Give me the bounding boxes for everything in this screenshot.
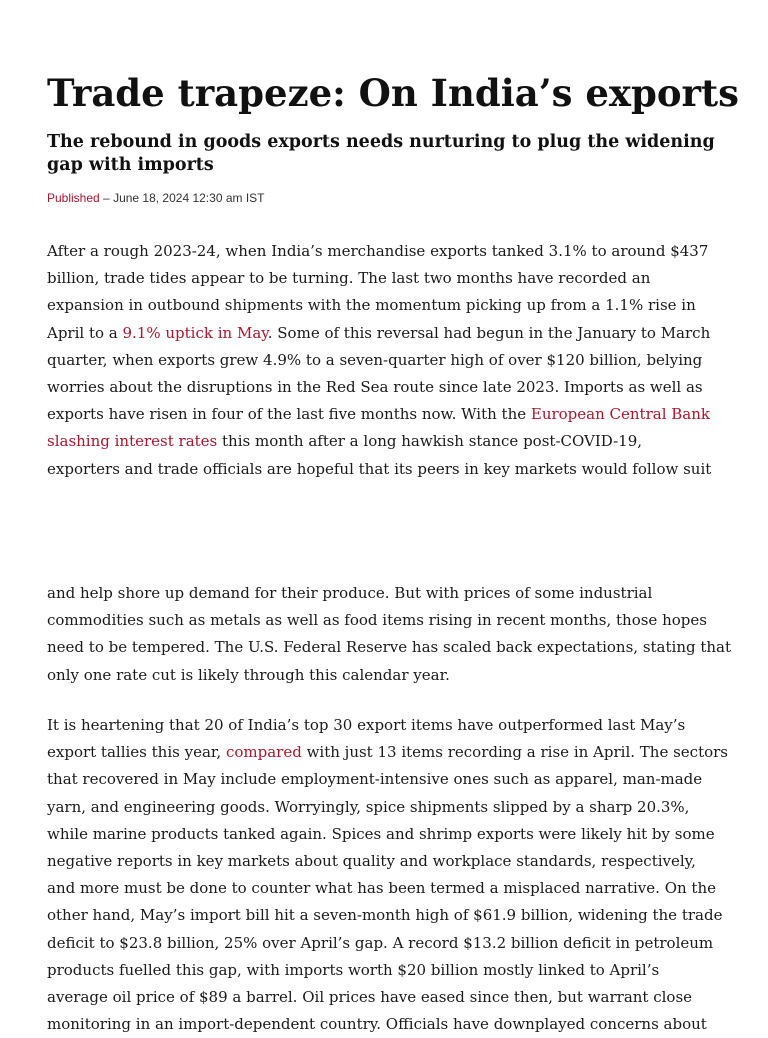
paragraph-line: other hand, May’s import bill hit a seven-month high of $61.9 billion, widening the trade	[47, 906, 723, 925]
paragraph-line: and more must be done to counter what has been termed a misplaced narrative. On the	[47, 879, 716, 898]
paragraph-line: negative reports in key markets about quality and workplace standards, respectively,	[47, 852, 696, 871]
paragraph-line: export tallies this year, compared with just 13 items recording a rise in April. The sectors	[47, 743, 729, 762]
paragraph-line: while marine products tanked again. Spices and shrimp exports were likely hit by some	[47, 824, 715, 843]
article-meta	[47, 190, 265, 206]
paragraph-line: commodities such as metals as well as food items rising in recent months, those hopes	[47, 611, 707, 630]
published-date: June 18, 2024 12:30 am IST	[113, 191, 265, 205]
article	[47, 0, 739, 1034]
paragraph-line: exporters and trade officials are hopeful that its peers in key markets would follow suit	[47, 459, 712, 478]
paragraph-line: worries about the disruptions in the Red Sea route since late 2023. Imports as well as	[47, 378, 703, 397]
article-paragraph-2	[47, 580, 737, 689]
paragraph-line: expansion in outbound shipments with the momentum picking up from a 1.1% rise in	[47, 296, 696, 315]
published-label: Published	[47, 191, 100, 205]
inline-link[interactable]: 9.1% uptick in May	[122, 323, 268, 342]
inline-link[interactable]: compared	[225, 743, 302, 762]
paragraph-line: It is heartening that 20 of India’s top 30 export items have outperformed last May’s	[47, 716, 686, 734]
article-subheadline: The rebound in goods exports needs nurturing to plug the widening gap with imports	[47, 132, 715, 175]
paragraph-line: yarn, and engineering goods. Worryingly, spice shipments slipped by a sharp 20.3%,	[47, 797, 690, 816]
paragraph-line: average oil price of $89 a barrel. Oil prices have eased since then, but warrant close	[47, 988, 693, 1007]
inline-link[interactable]: European Central Bank	[530, 405, 710, 424]
paragraph-line: need to be tempered. The U.S. Federal Reserve has scaled back expectations, stating that	[47, 638, 732, 657]
paragraph-line: exports have risen in four of the last five months now. With the European Central Bank	[47, 405, 710, 424]
paragraph-line: that recovered in May include employment-intensive ones such as apparel, man-made	[47, 770, 703, 789]
paragraph-line: slashing interest rates this month after a long hawkish stance post-COVID-19,	[47, 432, 643, 451]
article-headline: Trade trapeze: On India’s exports	[47, 71, 739, 115]
paragraph-line: only one rate cut is likely through this calendar year.	[47, 665, 450, 684]
paragraph-line: monitoring in an import-dependent country. Officials have downplayed concerns about	[47, 1015, 707, 1034]
paragraph-line: deficit to $23.8 billion, 25% over April’s gap. A record $13.2 billion deficit in petroleum	[47, 933, 714, 952]
article-paragraph-3	[47, 712, 737, 1038]
paragraph-line: and help shore up demand for their produce. But with prices of some industrial	[47, 584, 653, 602]
paragraph-line: billion, trade tides appear to be turning. The last two months have recorded an	[47, 269, 651, 288]
meta-separator: –	[99, 191, 114, 205]
paragraph-line: quarter, when exports grew 4.9% to a seven-quarter high of over $120 billion, belying	[47, 350, 703, 369]
paragraph-line: products fuelled this gap, with imports worth $20 billion mostly linked to April’s	[47, 960, 660, 979]
inline-link[interactable]: slashing interest rates	[47, 432, 218, 451]
paragraph-line: After a rough 2023-24, when India’s merchandise exports tanked 3.1% to around $437	[47, 242, 709, 260]
paragraph-line: April to a 9.1% uptick in May. Some of this reversal had begun in the January to March	[47, 323, 711, 342]
article-paragraph-1	[47, 238, 737, 483]
